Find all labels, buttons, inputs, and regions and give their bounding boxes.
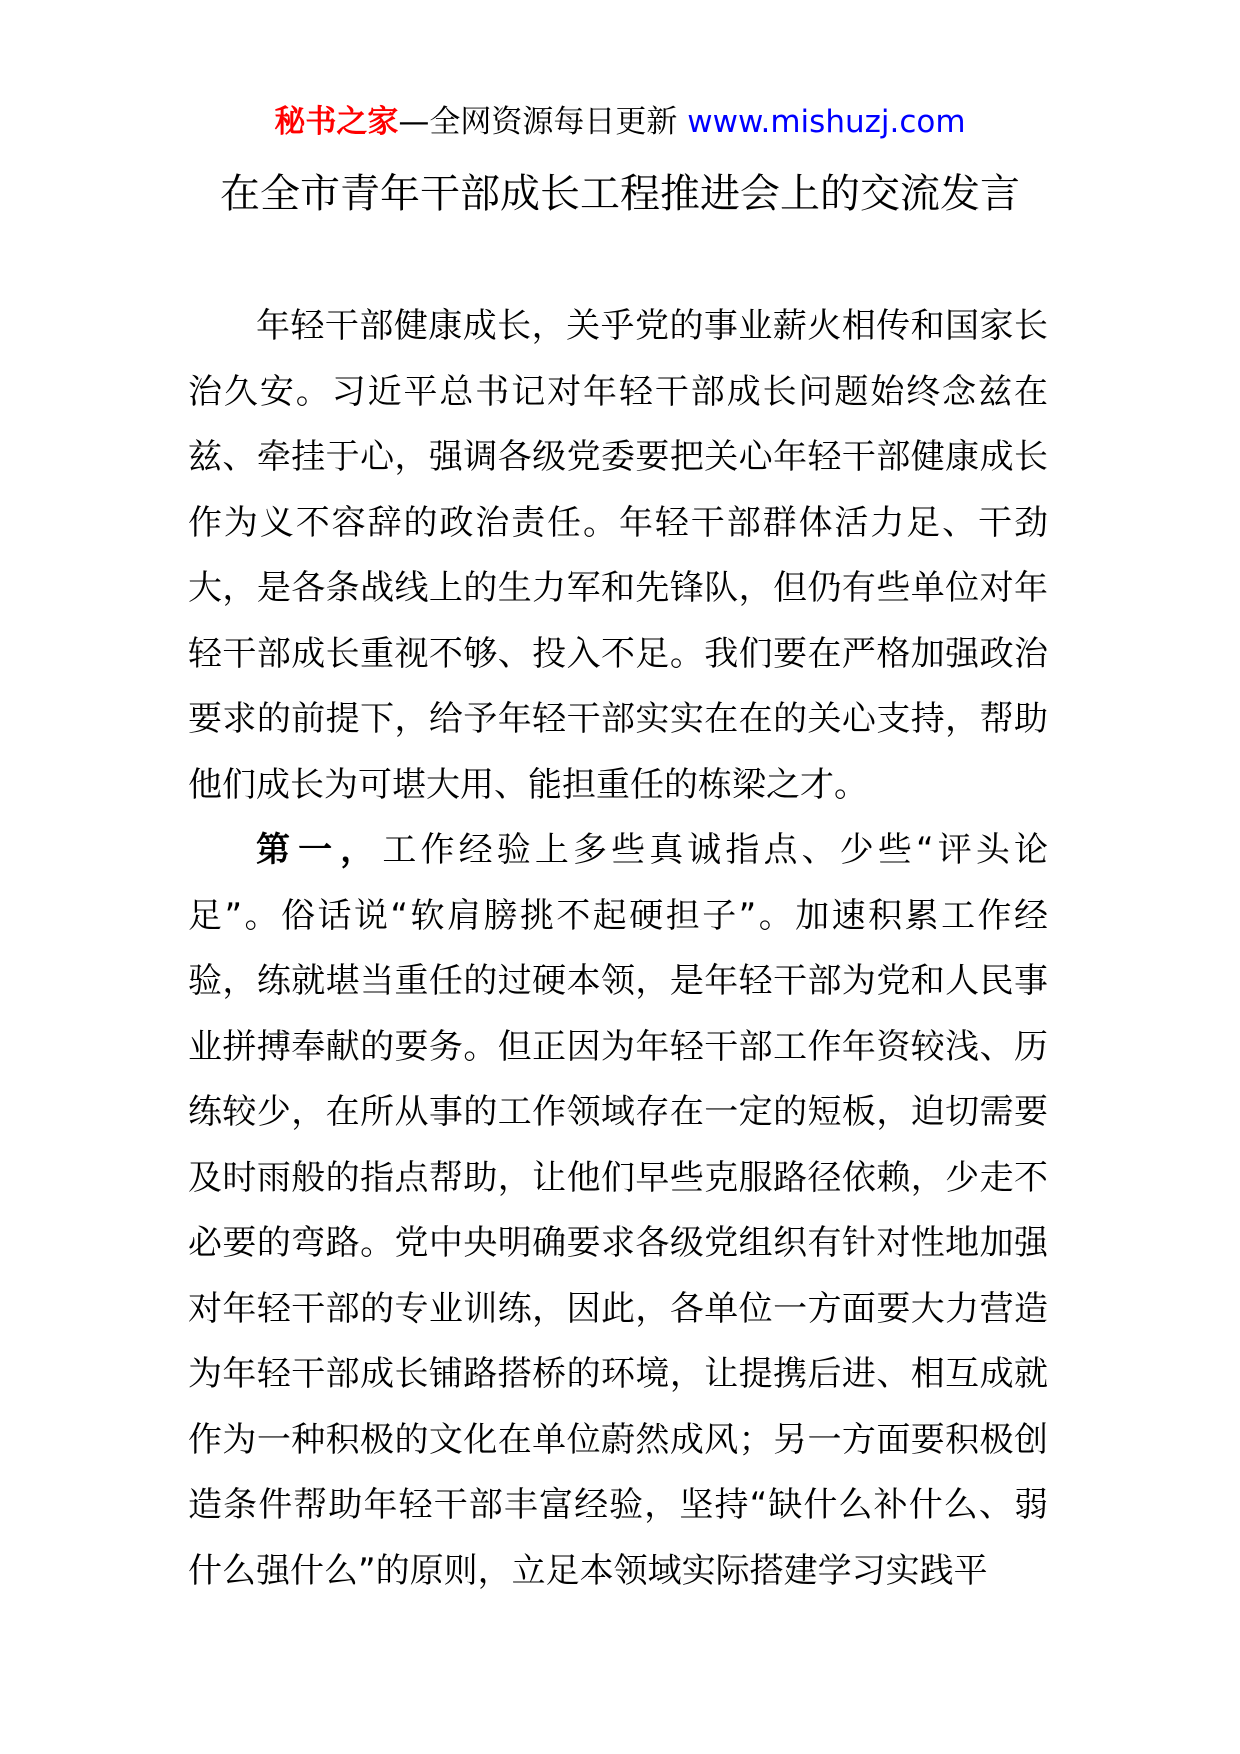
paragraph-lead: 第一， [256, 830, 383, 870]
document-body [188, 294, 1048, 1604]
header-tagline: —全网资源每日更新 [398, 104, 678, 140]
paragraph [188, 818, 1048, 1604]
document-title: 在全市青年干部成长工程推进会上的交流发言 [220, 171, 1020, 217]
site-url[interactable]: www.mishuzj.com [687, 104, 966, 140]
paragraph-text: 年轻干部健康成长，关乎党的事业薪火相传和国家长治久安。习近平总书记对年轻干部成长问题始终念兹在兹、牵挂于心，强调各级党委要把关心年轻干部健康成长作为义不容辞的政治责任。年轻干部群体活力足、干劲大，是各条战线上的生力军和先锋队，但仍有些单位对年轻干部成长重视不够、投入不足。我们要在严格加强政治要求的前提下，给予年轻干部实实在在的关心支持，帮助他们成长为可堪大用、能担重任的栋梁之才。 [188, 306, 1048, 805]
site-header [0, 100, 1240, 144]
paragraph [188, 294, 1048, 818]
brand-name: 秘书之家 [274, 104, 399, 140]
paragraph-text: 工作经验上多些真诚指点、少些“评头论足”。俗话说“软肩膀挑不起硬担子”。加速积累工作经验，练就堪当重任的过硬本领，是年轻干部为党和人民事业拼搏奉献的要务。但正因为年轻干部工作年资较浅、历练较少，在所从事的工作领域存在一定的短板，迫切需要及时雨般的指点帮助，让他们早些克服路径依赖，少走不必要的弯路。党中央明确要求各级党组织有针对性地加强对年轻干部的专业训练，因此，各单位一方面要大力营造为年轻干部成长铺路搭桥的环境，让提携后进、相互成就作为一种积极的文化在单位蔚然成风；另一方面要积极创造条件帮助年轻干部丰富经验，坚持“缺什么补什么、弱什么强什么”的原则，立足本领域实际搭建学习实践平 [188, 830, 1048, 1591]
